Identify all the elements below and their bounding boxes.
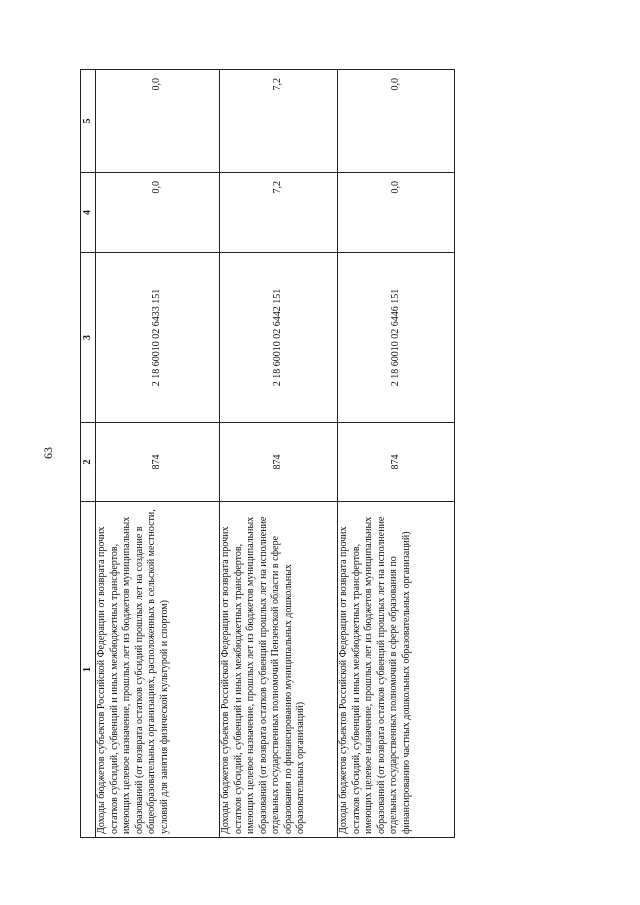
header-col-1: 1 — [81, 502, 96, 838]
header-col-4: 4 — [81, 173, 96, 253]
table-row — [338, 70, 455, 838]
row-kbk-code: 2 18 60010 02 6442 151 — [220, 253, 338, 423]
row-description: Доходы бюджетов субъектов Российской Федерации от возврата прочих остатков субсидий, субвенций и иных межбюджетных трансфертов, имеющих целевое назначение, прошлых лет из бюджетов муниципальных образований (от возврата остатков субвенций прошлых лет на исполнение отдельных государственных полномочий в сфере образования по финансированию частных дошкольных образовательных организаций) — [338, 502, 455, 838]
row-kbk-code: 2 18 60010 02 6446 151 — [338, 253, 455, 423]
row-value-col4: 0,0 — [96, 173, 220, 253]
rotated-table-wrapper — [80, 70, 454, 838]
table-header-row — [81, 70, 96, 838]
row-value-col4: 7,2 — [220, 173, 338, 253]
row-value-col5: 7,2 — [220, 70, 338, 173]
row-description: Доходы бюджетов субъектов Российской Федерации от возврата прочих остатков субсидий, субвенций и иных межбюджетных трансфертов, имеющих целевое назначение, прошлых лет из бюджетов муниципальных образований (от возврата остатков субвенций прошлых лет на исполнение отдельных государственных полномочий Пензенской области в сфере образования по финансированию муниципальных дошкольных образовательных организаций) — [220, 502, 338, 838]
row-description: Доходы бюджетов субъектов Российской Федерации от возврата прочих остатков субсидий, субвенций и иных межбюджетных трансфертов, имеющих целевое назначение, прошлых лет из бюджетов муниципальных образований (от возврата остатков субсидий прошлых лет на создание в общеобразовательных организациях, расположенных в сельской местности, условий для занятия физической культурой и спортом) — [96, 502, 220, 838]
row-value-col4: 0,0 — [338, 173, 455, 253]
row-kbk-code: 2 18 60010 02 6433 151 — [96, 253, 220, 423]
row-admin-code: 874 — [338, 423, 455, 502]
row-value-col5: 0,0 — [338, 70, 455, 173]
table-row — [96, 70, 220, 838]
page-number: 63 — [41, 447, 55, 459]
header-col-2: 2 — [81, 423, 96, 502]
row-admin-code: 874 — [96, 423, 220, 502]
header-col-5: 5 — [81, 70, 96, 173]
header-col-3: 3 — [81, 253, 96, 423]
table-row — [220, 70, 338, 838]
table-frame — [80, 70, 454, 838]
revenue-table — [80, 69, 455, 838]
row-value-col5: 0,0 — [96, 70, 220, 173]
row-admin-code: 874 — [220, 423, 338, 502]
